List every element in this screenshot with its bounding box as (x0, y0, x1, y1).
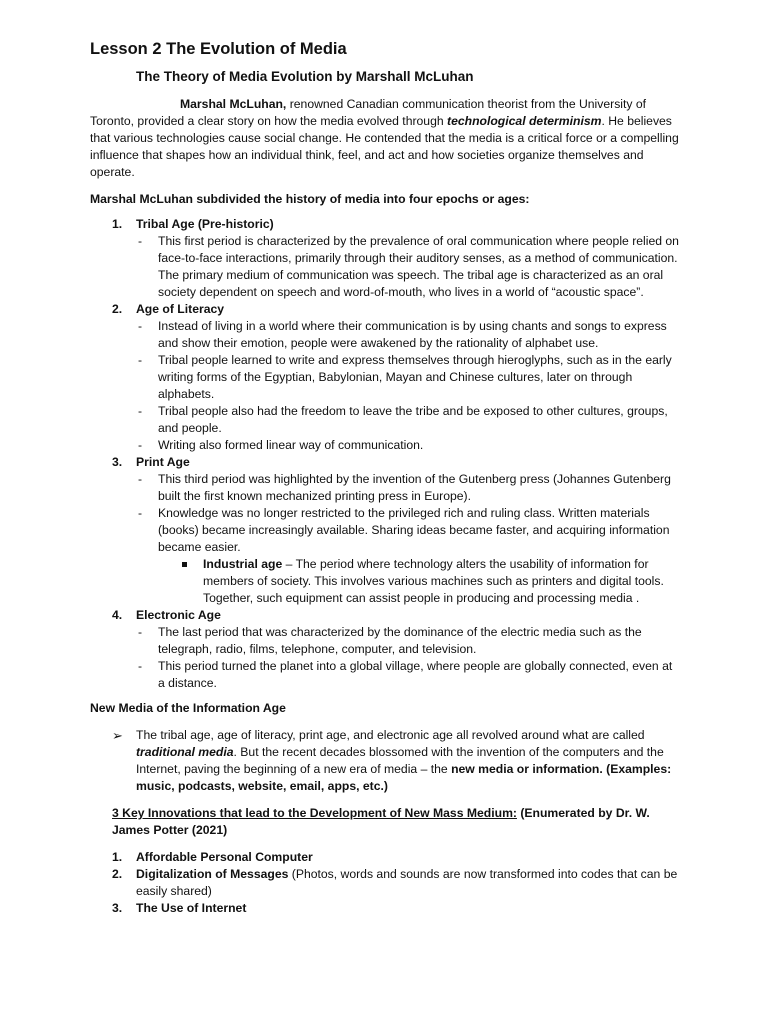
epoch-points (136, 471, 680, 607)
epoch-points (136, 624, 680, 692)
innovation-number: 1. (112, 850, 123, 864)
innovation-detail: (Photos, words and sounds are now transformed into codes that can be easily shared) (136, 867, 678, 898)
sub-points (158, 556, 680, 607)
intro-term: technological determinism (447, 114, 602, 128)
epoch-title: Electronic Age (136, 608, 221, 622)
epoch-point (136, 437, 680, 454)
innovation-title: Affordable Personal Computer (136, 850, 313, 864)
innovation-number: 3. (112, 901, 123, 915)
innovation-number: 2. (112, 867, 123, 881)
intro-paragraph (90, 96, 680, 181)
innovation-item (90, 900, 680, 917)
document-page (90, 38, 680, 917)
point-text: Writing also formed linear way of communication. (158, 438, 424, 452)
epoch-point (136, 318, 680, 352)
point-text: This first period is characterized by the prevalence of oral communication where people relied on face-to-face interactions, primarily through their auditory senses, as a method of communication. The primary medium of communication was speech. The tribal age is characterized as an oral society dependent on speech and word-of-mouth, who lives in a world of “acoustic space”. (158, 234, 679, 299)
epoch-point (136, 403, 680, 437)
new-media-bold-end: new media or information. (Examples: music, podcasts, website, email, apps, etc.) (136, 762, 672, 793)
point-text: Tribal people learned to write and express themselves through hieroglyphs, such as in the early writing forms of the Egyptian, Babylonian, Mayan and Chinese cultures, later on through alphabets. (158, 353, 672, 401)
dash-bullet: - (138, 319, 143, 333)
innovations-heading-rest: (Enumerated by Dr. W. James Potter (2021) (112, 806, 650, 837)
dash-bullet: - (138, 438, 143, 452)
innovation-title: Digitalization of Messages (136, 867, 289, 881)
epoch-title: Tribal Age (Pre-historic) (136, 217, 274, 231)
epoch-number: 1. (112, 217, 123, 231)
epoch-points (136, 233, 680, 301)
innovation-title: The Use of Internet (136, 901, 247, 915)
innovation-item (90, 866, 680, 900)
innovation-item (90, 849, 680, 866)
dash-bullet: - (138, 353, 143, 367)
point-text: This period turned the planet into a global village, where people are globally connected, even at a distance. (158, 659, 673, 690)
epoch-item (90, 454, 680, 607)
new-media-heading: New Media of the Information Age (90, 701, 286, 715)
epoch-point (136, 352, 680, 403)
epoch-point (136, 658, 680, 692)
dash-bullet: - (138, 659, 143, 673)
epoch-point (136, 471, 680, 505)
sub-point (158, 556, 680, 607)
epoch-point (136, 505, 680, 607)
epochs-list (90, 216, 680, 692)
epoch-number: 4. (112, 608, 123, 622)
innovations-heading-underlined: 3 Key Innovations that lead to the Development of New Mass Medium: (112, 806, 517, 820)
sub-point-text: – The period where technology alters the usability of information for members of society. This involves various machines such as printers and digital tools. Together, such equipment can assist people in producing and processing media . (203, 557, 664, 605)
new-media-text-2: . But the recent decades blossomed with the invention of the computers and the Internet, paving the beginning of a new era of media – the (136, 745, 664, 776)
epoch-points (136, 318, 680, 454)
epoch-number: 2. (112, 302, 123, 316)
epoch-title: Age of Literacy (136, 302, 225, 316)
epoch-item (90, 607, 680, 692)
sub-point-term: Industrial age (203, 557, 283, 571)
epoch-item (90, 301, 680, 454)
point-text: The last period that was characterized by the dominance of the electric media such as the telegraph, radio, films, telephone, computer, and television. (158, 625, 642, 656)
epoch-item (90, 216, 680, 301)
new-media-text-1: The tribal age, age of literacy, print age, and electronic age all revolved around what are called (136, 728, 645, 742)
theory-subtitle: The Theory of Media Evolution by Marshall McLuhan (136, 69, 474, 84)
dash-bullet: - (138, 404, 143, 418)
intro-text-2: . He believes that various technologies cause social change. He contended that the media is a critical force or a compelling influence that shapes how an individual think, feel, and act and how societies organize themselves and operate. (90, 114, 679, 179)
dash-bullet: - (138, 472, 143, 486)
new-media-paragraph (90, 727, 680, 795)
dash-bullet: - (138, 506, 143, 520)
lesson-title: Lesson 2 The Evolution of Media (90, 40, 347, 58)
dash-bullet: - (138, 625, 143, 639)
epoch-title: Print Age (136, 455, 190, 469)
arrow-bullet-icon: ➢ (112, 728, 123, 743)
intro-text-1: renowned Canadian communication theorist from the University of Toronto, provided a clear story on how the media evolved through (90, 97, 647, 128)
point-text: Tribal people also had the freedom to leave the tribe and be exposed to other cultures, groups, and people. (158, 404, 668, 435)
square-bullet-icon (182, 562, 187, 567)
point-text: Instead of living in a world where their communication is by using chants and songs to express and show their emotion, people were awakened by the rationality of alphabet use. (158, 319, 667, 350)
new-media-term: traditional media (136, 745, 234, 759)
innovations-list (90, 849, 680, 917)
point-text: Knowledge was no longer restricted to the privileged rich and ruling class. Written materials (books) became increasingly available. Sharing ideas became faster, and acquiring information became easier. (158, 506, 670, 554)
intro-name: Marshal McLuhan, (180, 97, 287, 111)
epochs-lead: Marshal McLuhan subdivided the history of media into four epochs or ages: (90, 192, 530, 206)
epoch-point (136, 233, 680, 301)
innovations-heading (112, 805, 680, 839)
epoch-number: 3. (112, 455, 123, 469)
point-text: This third period was highlighted by the invention of the Gutenberg press (Johannes Gutenberg built the first known mechanized printing press in Europe). (158, 472, 671, 503)
epoch-point (136, 624, 680, 658)
dash-bullet: - (138, 234, 143, 248)
